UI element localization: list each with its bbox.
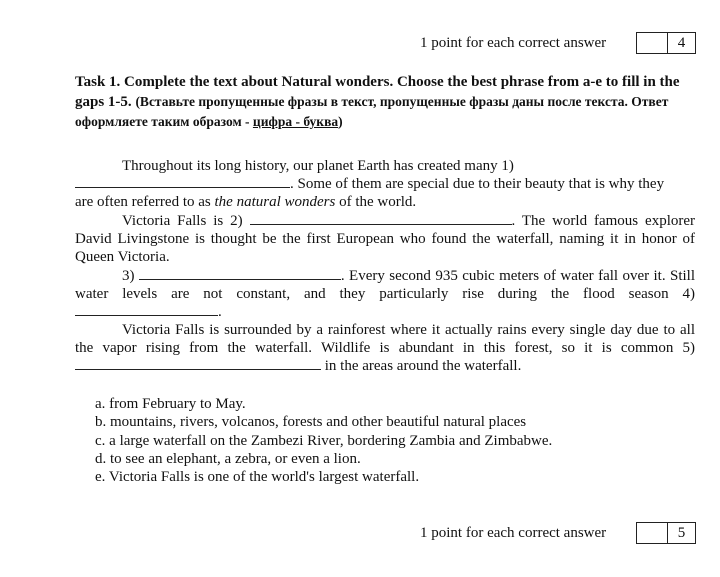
answer-options	[95, 395, 695, 486]
score-points: 5	[677, 525, 686, 541]
p1-line2: . Some of them are special due to their beauty that is why they	[290, 176, 665, 193]
score-box	[636, 32, 696, 54]
score-row-bottom	[420, 522, 686, 544]
option-c: c. a large waterfall on the Zambezi River, bordering Zambia and Zimbabwe.	[95, 432, 553, 449]
p1-italic-phrase: the natural wonders	[214, 194, 336, 211]
gap-5-blank[interactable]	[75, 357, 321, 370]
paragraph-1	[75, 157, 695, 212]
task-title: Task 1. Complete the text about Natural wonders. Choose the best phrase from a-e to fill in the gaps 1-5.	[75, 74, 680, 110]
paragraph-2	[75, 212, 695, 267]
option-d: d. to see an elephant, a zebra, or even a lion.	[95, 450, 361, 467]
score-points: 4	[677, 35, 686, 51]
gap-1-blank[interactable]	[75, 175, 290, 188]
score-box	[636, 522, 696, 544]
p2-pre: Victoria Falls is 2)	[122, 213, 243, 229]
paragraph-4	[75, 321, 695, 376]
gap-2-blank[interactable]	[250, 212, 512, 225]
p3-pre: 3)	[122, 268, 135, 284]
points-label: 1 point for each correct answer	[420, 34, 607, 51]
close-paren: )	[338, 114, 343, 129]
gap-4-blank[interactable]	[75, 303, 218, 316]
p1-line1: Throughout its long history, our planet Earth has created many 1)	[122, 158, 514, 174]
p1-line3-pre: are often referred to as	[75, 194, 215, 211]
task-instruction: (Вставьте пропущенные фразы в текст, пропущенные фразы даны после текста. Ответ оформляете таким образом -	[75, 94, 669, 129]
p2-post: . The world famous explorer David Livingstone is thought be the first European who found the waterfall, naming it in honor of Queen Victoria.	[75, 213, 696, 266]
gap-3-blank[interactable]	[139, 267, 341, 280]
option-b: b. mountains, rivers, volcanos, forests and other beautiful natural places	[95, 414, 527, 431]
answer-format: цифра - буква	[252, 114, 339, 129]
p4-end: in the areas around the waterfall.	[321, 358, 522, 375]
score-row-top	[420, 32, 686, 54]
cut-off-text-fragment	[130, 0, 260, 3]
option-a: a. from February to May.	[95, 396, 246, 412]
p4-main: Victoria Falls is surrounded by a rainforest where it actually rains every single day due to all the vapor rising from the waterfall. Wildlife is abundant in this forest, so it is common 5)	[75, 322, 695, 357]
p1-line3-post: of the world.	[335, 194, 417, 211]
points-label: 1 point for each correct answer	[420, 524, 607, 541]
p3-end: .	[218, 304, 222, 321]
paragraph-3	[75, 267, 695, 322]
option-e: e. Victoria Falls is one of the world's largest waterfall.	[95, 469, 420, 486]
task-heading	[75, 72, 695, 132]
p3-post: . Every second 935 cubic meters of water fall over it. Still water levels are not constant, and they particularly rise during the flood season 4)	[75, 268, 696, 303]
